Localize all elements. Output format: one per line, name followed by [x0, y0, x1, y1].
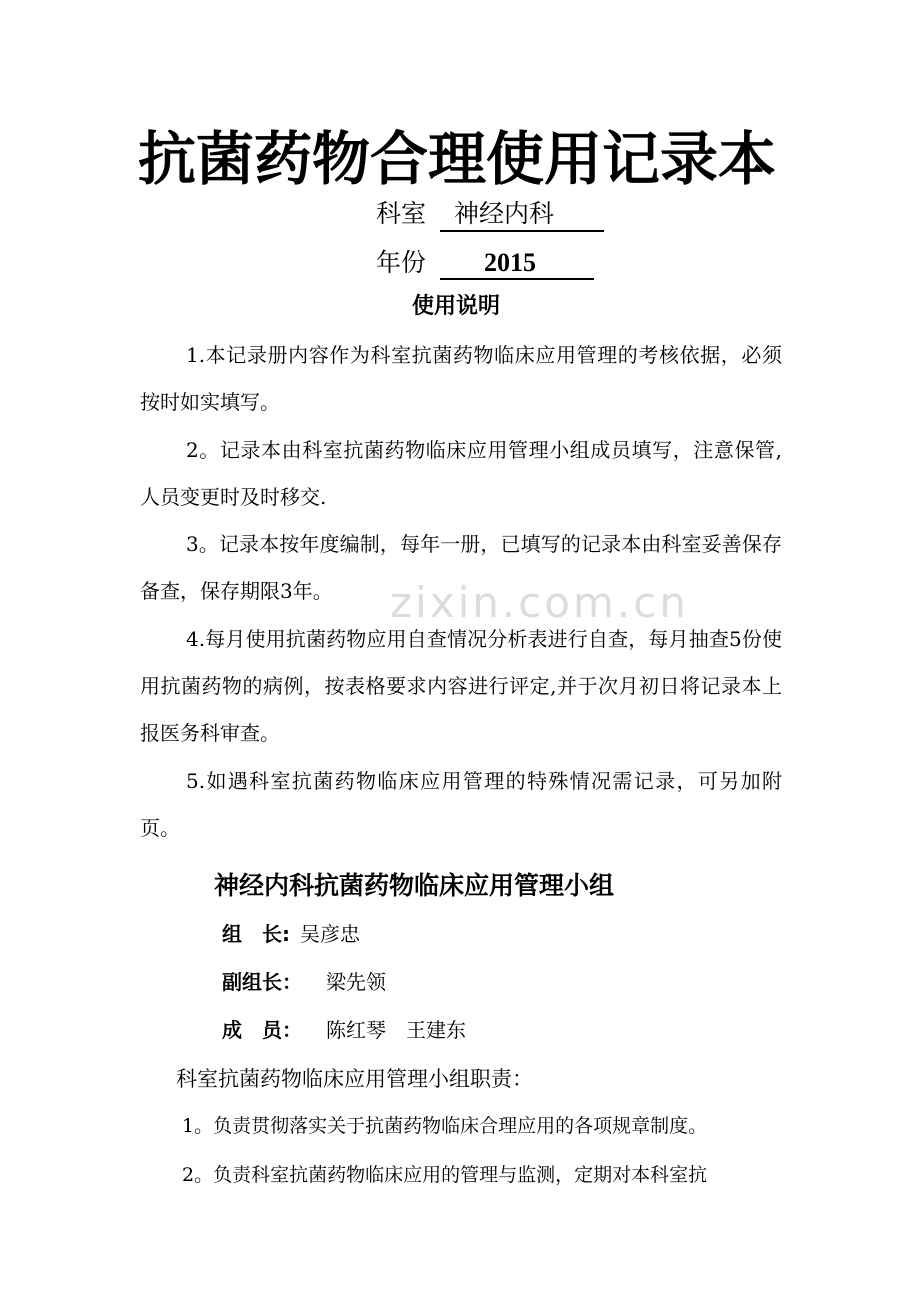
member-names: 梁先领 — [326, 970, 386, 994]
document-title: 抗菌药物合理使用记录本 — [138, 125, 777, 193]
year-value: 2015 — [440, 248, 594, 280]
member-row-deputy — [222, 966, 386, 995]
duty-item-2: 2。负责科室抗菌药物临床应用的管理与监测，定期对本科室抗 — [182, 1164, 708, 1186]
instruction-paragraph-3: 3。记录本按年度编制，每年一册，已填写的记录本由科室妥善保存备查，保存期限3年。 — [140, 532, 782, 603]
department-value: 神经内科 — [440, 194, 604, 232]
year-label: 年份 — [376, 248, 427, 277]
member-row-leader — [222, 918, 360, 947]
usage-instructions-heading: 使用说明 — [412, 294, 501, 319]
member-role: 成 员： — [222, 1018, 302, 1042]
duties-heading: 科室抗菌药物临床应用管理小组职责： — [176, 1067, 533, 1091]
duty-item-1: 1。负责贯彻落实关于抗菌药物临床合理应用的各项规章制度。 — [182, 1115, 708, 1137]
year-row — [376, 243, 594, 280]
member-names: 吴彦忠 — [300, 922, 360, 946]
instruction-paragraph-2: 2。记录本由科室抗菌药物临床应用管理小组成员填写，注意保管,人员变更时及时移交. — [140, 438, 782, 509]
member-names: 陈红琴 王建东 — [326, 1018, 466, 1042]
watermark: zixin.com.cn — [390, 578, 689, 627]
member-role: 组 长: — [222, 922, 290, 946]
instruction-paragraph-4: 4.每月使用抗菌药物应用自查情况分析表进行自查，每月抽查5份使用抗菌药物的病例，按表格要求内容进行评定,并于次月初日将记录本上报医务科审查。 — [140, 627, 782, 745]
instruction-paragraph-5: 5.如遇科室抗菌药物临床应用管理的特殊情况需记录，可另加附页。 — [140, 769, 782, 840]
department-row — [376, 194, 604, 232]
department-label: 科室 — [376, 199, 427, 228]
management-group-heading: 神经内科抗菌药物临床应用管理小组 — [214, 871, 615, 900]
member-row-members — [222, 1014, 466, 1043]
member-role: 副组长： — [222, 970, 302, 994]
instruction-paragraph-1: 1.本记录册内容作为科室抗菌药物临床应用管理的考核依据，必须按时如实填写。 — [140, 343, 782, 414]
